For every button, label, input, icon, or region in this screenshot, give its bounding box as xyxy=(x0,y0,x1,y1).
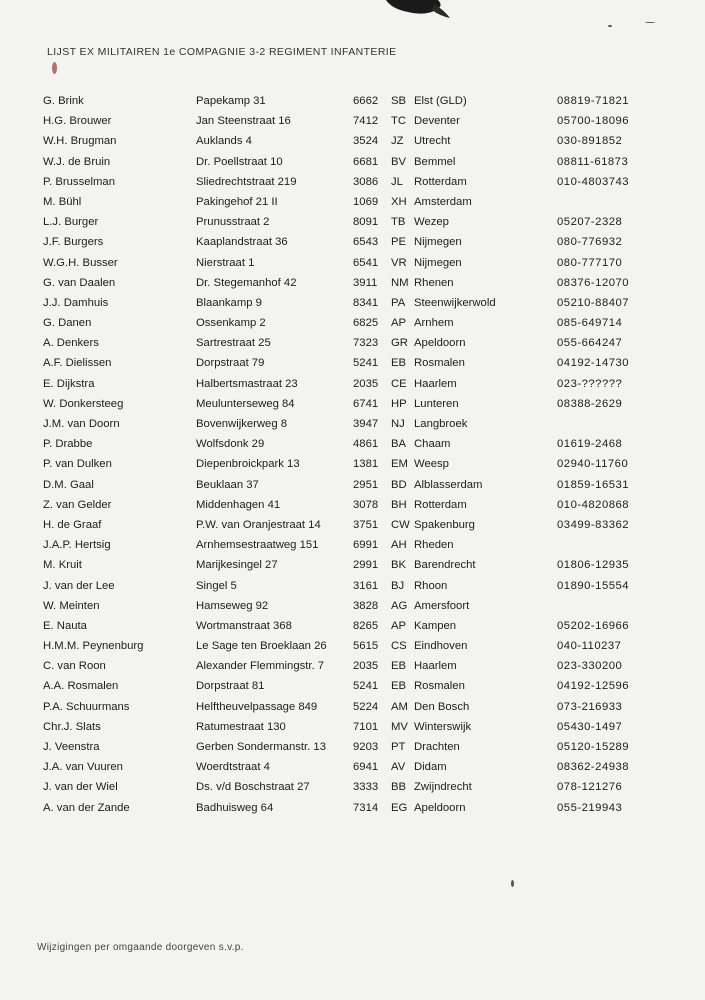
row-zip: 2991 xyxy=(353,559,379,572)
row-street: Ds. v/d Boschstraat 27 xyxy=(196,781,310,794)
row-code: EB xyxy=(391,357,407,370)
row-city: Weesp xyxy=(414,458,449,471)
row-city: Rhoon xyxy=(414,579,448,592)
row-city: Rosmalen xyxy=(414,357,465,370)
list-item xyxy=(0,232,705,252)
row-zip: 7323 xyxy=(353,337,379,350)
row-zip: 3947 xyxy=(353,418,379,430)
row-street: Woerdtstraat 4 xyxy=(196,761,270,774)
row-zip: 6941 xyxy=(353,761,379,774)
row-street: Halbertsmastraat 23 xyxy=(196,377,298,390)
row-zip: 6662 xyxy=(353,95,379,107)
row-name: G. van Daalen xyxy=(43,276,116,289)
row-name: J. van der Wiel xyxy=(43,781,118,794)
row-zip: 3086 xyxy=(353,175,379,188)
row-name: J.J. Damhuis xyxy=(43,296,109,309)
row-code: BB xyxy=(391,781,407,794)
row-phone: 03499-83362 xyxy=(557,518,630,531)
row-name: P. van Dulken xyxy=(43,458,112,471)
row-name: A.A. Rosmalen xyxy=(43,680,119,693)
row-city: Nijmegen xyxy=(414,256,462,269)
row-name: D.M. Gaal xyxy=(43,478,94,491)
row-code: PE xyxy=(391,236,407,249)
list-item xyxy=(0,656,705,676)
row-city: Rosmalen xyxy=(414,680,465,693)
row-phone: 080-777170 xyxy=(557,256,623,269)
row-phone: 085-649714 xyxy=(557,317,623,330)
row-city: Amersfoort xyxy=(414,599,470,612)
row-zip: 5241 xyxy=(353,357,379,370)
row-street: Jan Steenstraat 16 xyxy=(196,115,291,128)
row-street: Marijkesingel 27 xyxy=(196,559,278,572)
row-street: Badhuisweg 64 xyxy=(196,801,274,814)
row-code: AP xyxy=(391,619,407,632)
row-city: Rheden xyxy=(414,539,454,552)
row-code: JL xyxy=(391,175,403,188)
row-zip: 3911 xyxy=(353,276,378,289)
row-zip: 3333 xyxy=(353,781,379,794)
row-name: H.M.M. Peynenburg xyxy=(43,640,144,653)
row-city: Nijmegen xyxy=(414,236,462,249)
row-street: Beuklaan 37 xyxy=(196,478,259,491)
row-zip: 7412 xyxy=(353,115,379,128)
row-code: GR xyxy=(391,337,408,350)
row-zip: 8265 xyxy=(353,619,379,632)
row-name: Chr.J. Slats xyxy=(43,720,101,733)
row-code: BK xyxy=(391,559,407,572)
row-street: Sliedrechtstraat 219 xyxy=(196,175,297,188)
row-city: Apeldoorn xyxy=(414,337,466,350)
row-phone: 05202-16966 xyxy=(557,619,630,632)
row-phone: 05120-15289 xyxy=(557,741,630,753)
row-name: H.G. Brouwer xyxy=(43,115,112,128)
list-item xyxy=(0,555,705,575)
row-zip: 1381 xyxy=(353,458,379,471)
row-zip: 3751 xyxy=(353,518,379,531)
row-street: Blaankamp 9 xyxy=(196,296,262,309)
list-item xyxy=(0,697,705,717)
row-phone: 010-4803743 xyxy=(557,175,630,188)
row-street: P.W. van Oranjestraat 14 xyxy=(196,518,321,531)
row-city: Rotterdam xyxy=(414,175,467,188)
row-code: AG xyxy=(391,599,408,612)
row-city: Utrecht xyxy=(414,135,451,148)
list-item xyxy=(0,353,705,373)
list-item xyxy=(0,475,705,495)
row-phone: 01619-2468 xyxy=(557,438,623,451)
row-zip: 2035 xyxy=(353,660,379,673)
row-phone: 01890-15554 xyxy=(557,579,630,592)
list-item xyxy=(0,273,705,293)
row-code: MV xyxy=(391,720,408,733)
row-name: W. Donkersteeg xyxy=(43,397,124,410)
row-name: G. Brink xyxy=(43,95,84,107)
row-street: Meulunterseweg 84 xyxy=(196,397,295,410)
row-phone: 010-4820868 xyxy=(557,498,630,511)
row-code: PT xyxy=(391,741,406,753)
row-name: A. van der Zande xyxy=(43,801,130,814)
list-item xyxy=(0,495,705,515)
row-name: A.F. Dielissen xyxy=(43,357,112,370)
row-street: Dorpstraat 81 xyxy=(196,680,265,693)
row-zip: 5241 xyxy=(353,680,379,693)
row-city: Amsterdam xyxy=(414,195,472,208)
row-name: J.A.P. Hertsig xyxy=(43,539,111,552)
row-phone: 05207-2328 xyxy=(557,216,623,229)
row-code: PA xyxy=(391,296,406,309)
row-zip: 1069 xyxy=(353,195,379,208)
row-phone: 030-891852 xyxy=(557,135,623,148)
row-zip: 3524 xyxy=(353,135,379,148)
row-street: Bovenwijkerweg 8 xyxy=(196,418,288,430)
row-code: BV xyxy=(391,155,407,168)
row-city: Haarlem xyxy=(414,660,457,673)
row-city: Haarlem xyxy=(414,377,457,390)
row-name: C. van Roon xyxy=(43,660,106,673)
row-city: Arnhem xyxy=(414,317,454,330)
row-city: Lunteren xyxy=(414,397,459,410)
row-phone: 04192-14730 xyxy=(557,357,630,370)
row-phone: 04192-12596 xyxy=(557,680,630,693)
row-name: W.H. Brugman xyxy=(43,135,117,148)
ink-speck xyxy=(52,62,57,74)
list-item xyxy=(0,131,705,151)
row-street: Dorpstraat 79 xyxy=(196,357,265,370)
row-zip: 4861 xyxy=(353,438,379,451)
row-zip: 6741 xyxy=(353,397,379,410)
row-zip: 8341 xyxy=(353,296,379,309)
row-phone: 055-219943 xyxy=(557,801,623,814)
row-street: Sartrestraat 25 xyxy=(196,337,271,350)
row-city: Winterswijk xyxy=(414,720,472,733)
row-zip: 9203 xyxy=(353,741,379,753)
row-street: Alexander Flemmingstr. 7 xyxy=(196,660,325,673)
row-street: Gerben Sondermanstr. 13 xyxy=(196,741,326,753)
row-city: Den Bosch xyxy=(414,700,470,713)
row-city: Alblasserdam xyxy=(414,478,483,491)
row-city: Wezep xyxy=(414,216,449,229)
list-item xyxy=(0,676,705,696)
ink-speck xyxy=(608,25,612,27)
row-street: Dr. Stegemanhof 42 xyxy=(196,276,297,289)
row-city: Rotterdam xyxy=(414,498,467,511)
row-zip: 6825 xyxy=(353,317,379,330)
row-street: Dr. Poellstraat 10 xyxy=(196,155,283,168)
row-city: Barendrecht xyxy=(414,559,476,572)
row-name: W. Meinten xyxy=(43,599,100,612)
row-city: Didam xyxy=(414,761,447,774)
row-code: TB xyxy=(391,216,406,229)
row-street: Middenhagen 41 xyxy=(196,498,281,511)
list-item xyxy=(0,414,705,434)
row-name: A. Denkers xyxy=(43,337,99,350)
list-item xyxy=(0,737,705,757)
row-name: J.A. van Vuuren xyxy=(43,761,123,774)
row-phone: 055-664247 xyxy=(557,337,623,350)
footer-note: Wijzigingen per omgaande doorgeven s.v.p. xyxy=(37,942,244,953)
row-code: JZ xyxy=(391,135,404,148)
row-name: M. Kruit xyxy=(43,559,82,572)
row-phone: 023-?????? xyxy=(557,377,623,390)
row-phone: 080-776932 xyxy=(557,236,623,249)
row-code: BD xyxy=(391,478,407,491)
row-code: EG xyxy=(391,801,408,814)
row-city: Elst (GLD) xyxy=(414,95,467,107)
row-street: Hamseweg 92 xyxy=(196,599,269,612)
row-city: Chaam xyxy=(414,438,451,451)
row-street: Auklands 4 xyxy=(196,135,252,148)
row-zip: 5224 xyxy=(353,700,379,713)
page-title: LIJST EX MILITAIREN 1e COMPAGNIE 3-2 REGIMENT INFANTERIE xyxy=(47,46,397,58)
row-city: Apeldoorn xyxy=(414,801,466,814)
row-street: Singel 5 xyxy=(196,579,237,592)
list-item xyxy=(0,152,705,172)
row-zip: 6681 xyxy=(353,155,379,168)
row-name: J. van der Lee xyxy=(43,579,115,592)
row-name: J.F. Burgers xyxy=(43,236,104,249)
list-item xyxy=(0,535,705,555)
row-code: CW xyxy=(391,518,410,531)
list-item xyxy=(0,91,705,111)
row-name: J. Veenstra xyxy=(43,741,100,753)
row-name: W.G.H. Busser xyxy=(43,256,118,269)
row-zip: 6541 xyxy=(353,256,379,269)
row-zip: 2035 xyxy=(353,377,379,390)
row-street: Wolfsdonk 29 xyxy=(196,438,265,451)
row-city: Kampen xyxy=(414,619,457,632)
row-city: Langbroek xyxy=(414,418,468,430)
list-item xyxy=(0,454,705,474)
list-item xyxy=(0,515,705,535)
row-city: Bemmel xyxy=(414,155,456,168)
row-city: Steenwijkerwold xyxy=(414,296,496,309)
row-code: EM xyxy=(391,458,408,471)
row-zip: 3161 xyxy=(353,579,379,592)
row-name: G. Danen xyxy=(43,317,92,330)
row-zip: 2951 xyxy=(353,478,379,491)
row-zip: 6543 xyxy=(353,236,379,249)
list-item xyxy=(0,394,705,414)
row-code: AP xyxy=(391,317,407,330)
row-code: BH xyxy=(391,498,407,511)
row-city: Rhenen xyxy=(414,276,454,289)
row-zip: 3078 xyxy=(353,498,379,511)
row-name: E. Nauta xyxy=(43,619,87,632)
row-name: P. Drabbe xyxy=(43,438,93,451)
row-code: BA xyxy=(391,438,407,451)
row-code: NM xyxy=(391,276,409,289)
row-street: Pakingehof 21 II xyxy=(196,195,278,208)
row-code: AH xyxy=(391,539,407,552)
list-item xyxy=(0,253,705,273)
row-name: Z. van Gelder xyxy=(43,498,112,511)
row-phone: 08388-2629 xyxy=(557,397,623,410)
list-item xyxy=(0,172,705,192)
row-code: HP xyxy=(391,397,407,410)
row-city: Spakenburg xyxy=(414,518,475,531)
row-code: NJ xyxy=(391,418,405,430)
row-code: VR xyxy=(391,256,407,269)
row-name: E. Dijkstra xyxy=(43,377,95,390)
list-item xyxy=(0,636,705,656)
list-item xyxy=(0,212,705,232)
row-code: CS xyxy=(391,640,407,653)
row-street: Kaaplandstraat 36 xyxy=(196,236,288,249)
row-phone: 08376-12070 xyxy=(557,276,630,289)
row-name: H. de Graaf xyxy=(43,518,102,531)
row-name: J.M. van Doorn xyxy=(43,418,120,430)
row-phone: 08362-24938 xyxy=(557,761,630,774)
list-item xyxy=(0,374,705,394)
list-item xyxy=(0,616,705,636)
row-phone: 040-110237 xyxy=(557,640,622,653)
row-city: Zwijndrecht xyxy=(414,781,472,794)
row-street: Prunusstraat 2 xyxy=(196,216,270,229)
row-phone: 01806-12935 xyxy=(557,559,630,572)
row-name: W.J. de Bruin xyxy=(43,155,111,168)
row-city: Drachten xyxy=(414,741,460,753)
list-item xyxy=(0,192,705,212)
row-code: XH xyxy=(391,195,407,208)
row-code: TC xyxy=(391,115,407,128)
list-item xyxy=(0,576,705,596)
row-code: EB xyxy=(391,660,407,673)
row-phone: 023-330200 xyxy=(557,660,623,673)
list-item xyxy=(0,798,705,818)
row-street: Helftheuvelpassage 849 xyxy=(196,700,318,713)
list-item xyxy=(0,596,705,616)
row-code: SB xyxy=(391,95,407,107)
row-street: Arnhemsestraatweg 151 xyxy=(196,539,319,552)
row-phone: 08819-71821 xyxy=(557,95,630,107)
ink-smudge xyxy=(378,0,466,20)
row-street: Wortmanstraat 368 xyxy=(196,619,292,632)
row-code: CE xyxy=(391,377,407,390)
row-phone: 078-121276 xyxy=(557,781,623,794)
row-city: Eindhoven xyxy=(414,640,468,653)
list-item xyxy=(0,717,705,737)
list-item xyxy=(0,434,705,454)
row-street: Papekamp 31 xyxy=(196,95,266,107)
row-city: Deventer xyxy=(414,115,460,128)
row-name: L.J. Burger xyxy=(43,216,99,229)
ink-speck xyxy=(511,880,514,887)
row-zip: 7101 xyxy=(353,720,379,733)
list-item xyxy=(0,757,705,777)
row-zip: 5615 xyxy=(353,640,379,653)
row-phone: 05700-18096 xyxy=(557,115,630,128)
row-zip: 3828 xyxy=(353,599,379,612)
row-phone: 073-216933 xyxy=(557,700,623,713)
list-item xyxy=(0,111,705,131)
ink-speck xyxy=(645,22,655,23)
row-zip: 8091 xyxy=(353,216,379,229)
row-street: Nierstraat 1 xyxy=(196,256,255,269)
row-phone: 01859-16531 xyxy=(557,478,630,491)
row-zip: 7314 xyxy=(353,801,379,814)
list-item xyxy=(0,777,705,797)
row-zip: 6991 xyxy=(353,539,379,552)
row-phone: 05430-1497 xyxy=(557,720,623,733)
row-phone: 05210-88407 xyxy=(557,296,630,309)
row-street: Ossenkamp 2 xyxy=(196,317,266,330)
list-item xyxy=(0,333,705,353)
row-code: AM xyxy=(391,700,408,713)
list-item xyxy=(0,293,705,313)
row-name: P. Brusselman xyxy=(43,175,116,188)
list-item xyxy=(0,313,705,333)
row-street: Le Sage ten Broeklaan 26 xyxy=(196,640,327,653)
row-name: P.A. Schuurmans xyxy=(43,700,130,713)
row-code: BJ xyxy=(391,579,405,592)
address-list xyxy=(0,91,705,818)
row-code: EB xyxy=(391,680,407,693)
row-street: Diepenbroickpark 13 xyxy=(196,458,300,471)
row-phone: 02940-11760 xyxy=(557,458,629,471)
row-phone: 08811-61873 xyxy=(557,155,629,168)
row-name: M. Bühl xyxy=(43,195,82,208)
row-street: Ratumestraat 130 xyxy=(196,720,286,733)
row-code: AV xyxy=(391,761,406,774)
